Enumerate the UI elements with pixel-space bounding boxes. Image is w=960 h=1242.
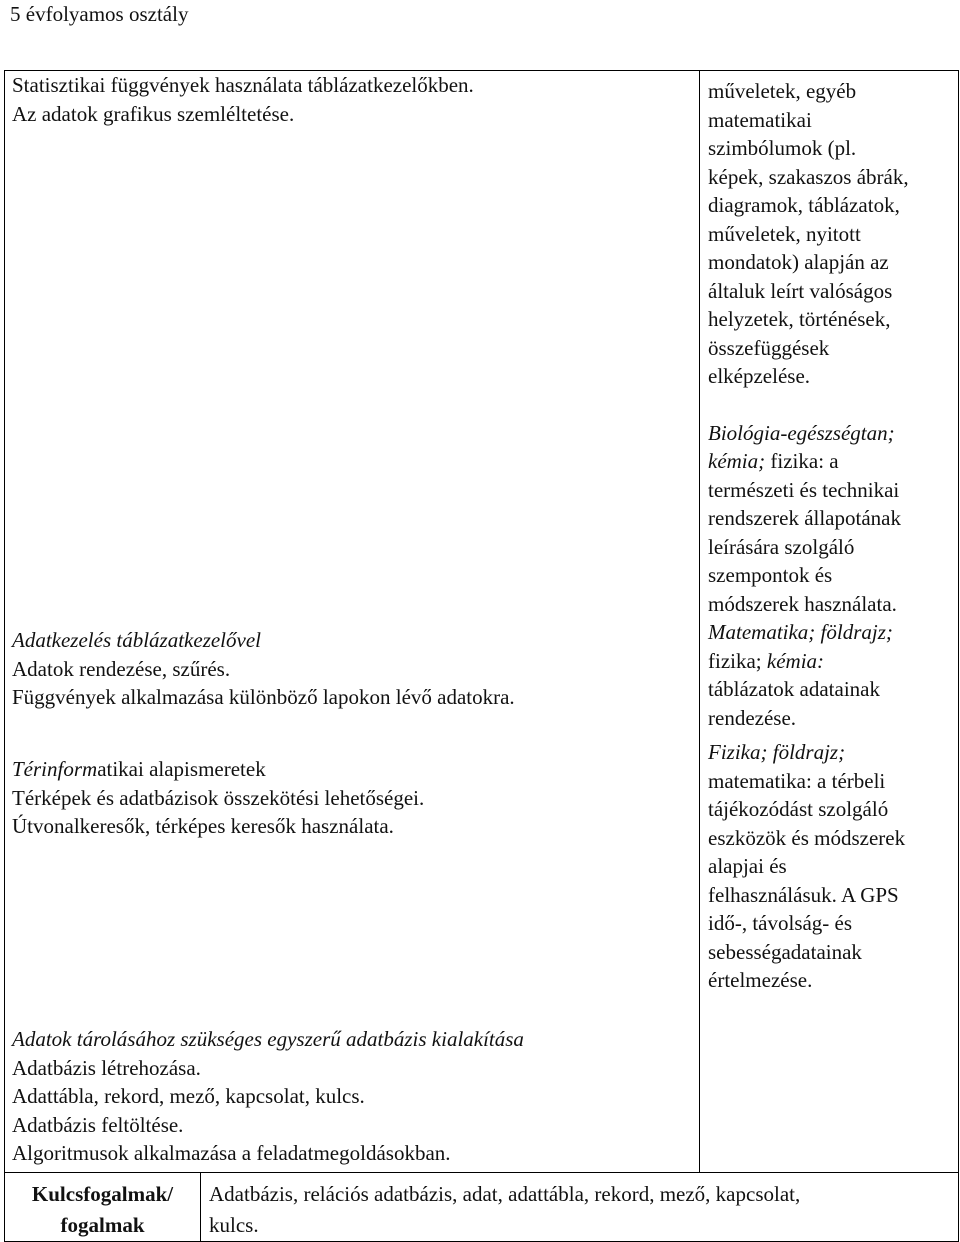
text-line: helyzetek, történések,	[708, 307, 891, 331]
text-line: diagramok, táblázatok,	[708, 193, 900, 217]
section-title: Adatok tárolásához szükséges egyszerű adatbázis kialakítása	[12, 1027, 524, 1051]
text-line: rendezése.	[708, 705, 797, 730]
section-title-rest: atikai alapismeretek	[97, 757, 266, 781]
cross-curricular-maths-geography	[708, 618, 950, 732]
text-line: összefüggések	[708, 335, 830, 360]
subject-line	[708, 447, 950, 476]
intro-block	[12, 71, 693, 128]
text-line: műveletek, nyitott	[708, 221, 861, 246]
section-line: Adattábla, rekord, mező, kapcsolat, kulcs.	[12, 1084, 365, 1108]
section-line: Adatok rendezése, szűrés.	[12, 656, 231, 681]
key-label-line: fogalmak	[60, 1213, 145, 1237]
text-line: szempontok és	[708, 563, 833, 587]
subject-line: Biológia-egészségtan;	[708, 420, 895, 445]
subject-rest: fizika: a	[765, 449, 839, 473]
text-line: matematikai	[708, 107, 812, 132]
subject-italic: kémia:	[766, 648, 825, 673]
intro-line: Statisztikai függvények használata táblázatkezelőkben.	[12, 73, 474, 97]
subject-italic: kémia;	[708, 449, 766, 473]
key-concepts-label	[5, 1173, 201, 1242]
text-line: felhasználásuk. A GPS	[708, 882, 899, 907]
page-header: 5 évfolyamos osztály	[10, 2, 189, 26]
text-line: sebességadatainak	[708, 939, 862, 964]
section-line: Függvények alkalmazása különböző lapokon lévő adatokra.	[12, 685, 515, 709]
text-line: értelmezése.	[708, 968, 813, 992]
cross-curricular-math	[708, 77, 950, 391]
text-line: táblázatok adatainak	[708, 677, 880, 701]
key-text-line: Adatbázis, relációs adatbázis, adat, adattábla, rekord, mező, kapcsolat,	[209, 1182, 801, 1206]
right-cell	[700, 71, 959, 1173]
section-gis	[12, 755, 693, 841]
section-spreadsheet	[12, 626, 693, 712]
text-line: rendszerek állapotának	[708, 506, 901, 530]
key-text-line: kulcs.	[209, 1213, 259, 1237]
section-title: Adatkezelés táblázatkezelővel	[12, 628, 261, 652]
text-line: alapjai és	[708, 854, 787, 878]
text-line: idő-, távolság- és	[708, 911, 853, 935]
text-line: módszerek használata.	[708, 591, 897, 616]
key-label-line: Kulcsfogalmak/	[31, 1182, 174, 1206]
section-line: Adatbázis feltöltése.	[12, 1112, 184, 1137]
text-line: elképzelése.	[708, 364, 811, 388]
intro-line: Az adatok grafikus szemléltetése.	[12, 101, 295, 126]
key-concepts-text	[201, 1173, 959, 1242]
content-table	[4, 70, 959, 1173]
section-title	[12, 755, 693, 784]
section-title-italic: Térinform	[12, 757, 98, 781]
text-line: műveletek, egyéb	[708, 79, 857, 103]
section-database	[12, 1025, 693, 1168]
text-line: matematika: a térbeli	[708, 768, 886, 793]
text-line: szimbólumok (pl.	[708, 136, 857, 160]
key-concepts-table	[4, 1172, 959, 1242]
text-line: mondatok) alapján az	[708, 250, 889, 274]
text-line: tájékozódást szolgáló	[708, 797, 889, 821]
section-line: Útvonalkeresők, térképes keresők használata.	[12, 814, 394, 838]
section-line: Térképek és adatbázisok összekötési lehetőségei.	[12, 785, 425, 810]
text-line: eszközök és módszerek	[708, 825, 906, 850]
text-line: leírására szolgáló	[708, 534, 855, 559]
cross-curricular-physics	[708, 738, 950, 995]
subject-line: Matematika; földrajz;	[708, 620, 893, 644]
section-line: Adatbázis létrehozása.	[12, 1055, 201, 1080]
subject-line: Fizika; földrajz;	[708, 740, 846, 764]
cross-curricular-biology	[708, 419, 950, 619]
text-line: képek, szakaszos ábrák,	[708, 164, 909, 189]
subject-plain: fizika;	[708, 648, 767, 673]
left-cell	[5, 71, 700, 1173]
text-line: természeti és technikai	[708, 477, 900, 502]
subject-line	[708, 647, 950, 676]
section-line: Algoritmusok alkalmazása a feladatmegoldásokban.	[12, 1141, 451, 1165]
text-line: általuk leírt valóságos	[708, 278, 893, 303]
